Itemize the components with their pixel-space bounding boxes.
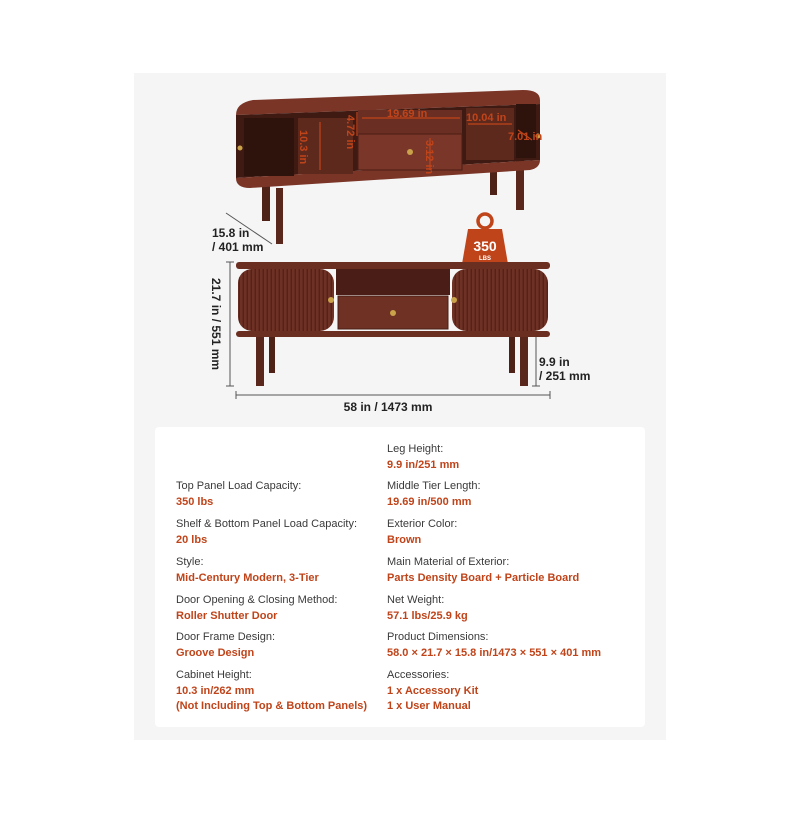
weight-badge-value: 350 — [473, 238, 497, 254]
dim-side-tier: 10.04 in — [466, 112, 507, 124]
spec-label: Exterior Color: — [387, 518, 458, 530]
middle-open-shelf — [336, 269, 450, 295]
spec-label: Leg Height: — [387, 443, 444, 455]
leg — [262, 183, 270, 221]
spec-top-load — [176, 479, 301, 510]
spec-label: Cabinet Height: — [176, 669, 252, 681]
drawer-knob — [390, 310, 396, 316]
spec-door-frame — [176, 630, 275, 661]
spec-label: Door Frame Design: — [176, 631, 276, 643]
spec-exterior-color — [387, 517, 457, 548]
spec-accessories — [387, 668, 478, 714]
spec-label: Main Material of Exterior: — [387, 556, 510, 568]
weight-badge — [462, 214, 508, 264]
drawer-knob — [407, 149, 413, 155]
dim-cabinet-height: 10.3 in — [297, 130, 309, 165]
dim-middle-length: 19.69 in — [387, 108, 428, 120]
leg — [276, 188, 283, 244]
spec-value: 350 lbs — [176, 496, 214, 508]
spec-cabinet-height — [176, 668, 367, 714]
spec-style — [176, 555, 319, 586]
spec-label: Shelf & Bottom Panel Load Capacity: — [176, 518, 357, 530]
spec-label: Accessories: — [387, 669, 450, 681]
dim-depth-mm: / 401 mm — [212, 240, 264, 254]
specifications-panel — [155, 427, 645, 727]
weight-badge-unit: LBS — [479, 256, 491, 262]
spec-net-weight — [387, 593, 468, 624]
spec-value: 19.69 in/500 mm — [387, 496, 472, 508]
bottom-panel — [236, 331, 550, 337]
leg — [490, 170, 497, 195]
spec-value: 10.3 in/262 mm — [176, 685, 255, 697]
leg — [269, 337, 275, 373]
dim-depth: 15.8 in — [212, 226, 250, 240]
front-view-cabinet — [236, 262, 550, 386]
dim-drawer-height: 4.72 in — [344, 115, 356, 150]
spec-label: Top Panel Load Capacity: — [176, 480, 302, 492]
spec-label: Net Weight: — [387, 594, 445, 606]
dim-side-depth: 7.01 in — [508, 131, 543, 143]
left-compartment — [244, 118, 294, 176]
spec-value: Roller Shutter Door — [176, 610, 278, 622]
spec-value: 58.0 × 21.7 × 15.8 in/1473 × 551 × 401 mm — [387, 647, 602, 659]
spec-shelf-load — [176, 517, 357, 548]
spec-middle-tier — [387, 479, 481, 510]
spec-value: Brown — [387, 534, 422, 546]
leg — [520, 337, 528, 386]
dim-drawer-depth: 3.12 in — [423, 140, 435, 175]
door-knob — [451, 297, 457, 303]
spec-material — [387, 555, 579, 586]
spec-value: Groove Design — [176, 647, 255, 659]
door-knob — [328, 297, 334, 303]
spec-door-method — [176, 593, 337, 624]
spec-value: Parts Density Board + Particle Board — [387, 572, 580, 584]
dim-leg-height-mm: / 251 mm — [539, 369, 591, 383]
spec-label: Style: — [176, 556, 204, 568]
spec-value-2: 1 x User Manual — [387, 700, 471, 712]
dim-height: 21.7 in / 551 mm — [209, 278, 223, 371]
spec-label: Middle Tier Length: — [387, 480, 481, 492]
spec-value: Mid-Century Modern, 3-Tier — [176, 572, 319, 584]
leg — [256, 337, 264, 386]
right-shutter-door — [452, 269, 548, 331]
dim-width: 58 in / 1473 mm — [343, 400, 433, 414]
left-shutter-door — [238, 269, 334, 331]
top-panel — [236, 262, 550, 269]
spec-value: 57.1 lbs/25.9 kg — [387, 610, 468, 622]
door-knob — [238, 146, 243, 151]
spec-product-dimensions — [387, 630, 601, 661]
spec-value: 1 x Accessory Kit — [387, 685, 479, 697]
spec-label: Door Opening & Closing Method: — [176, 594, 338, 606]
spec-leg-height — [387, 442, 459, 473]
spec-label: Product Dimensions: — [387, 631, 489, 643]
dim-leg-height: 9.9 in — [539, 355, 570, 369]
spec-value: 9.9 in/251 mm — [387, 459, 460, 471]
spec-value: 20 lbs — [176, 534, 208, 546]
spec-value-note: (Not Including Top & Bottom Panels) — [176, 700, 368, 712]
leg — [509, 337, 515, 373]
